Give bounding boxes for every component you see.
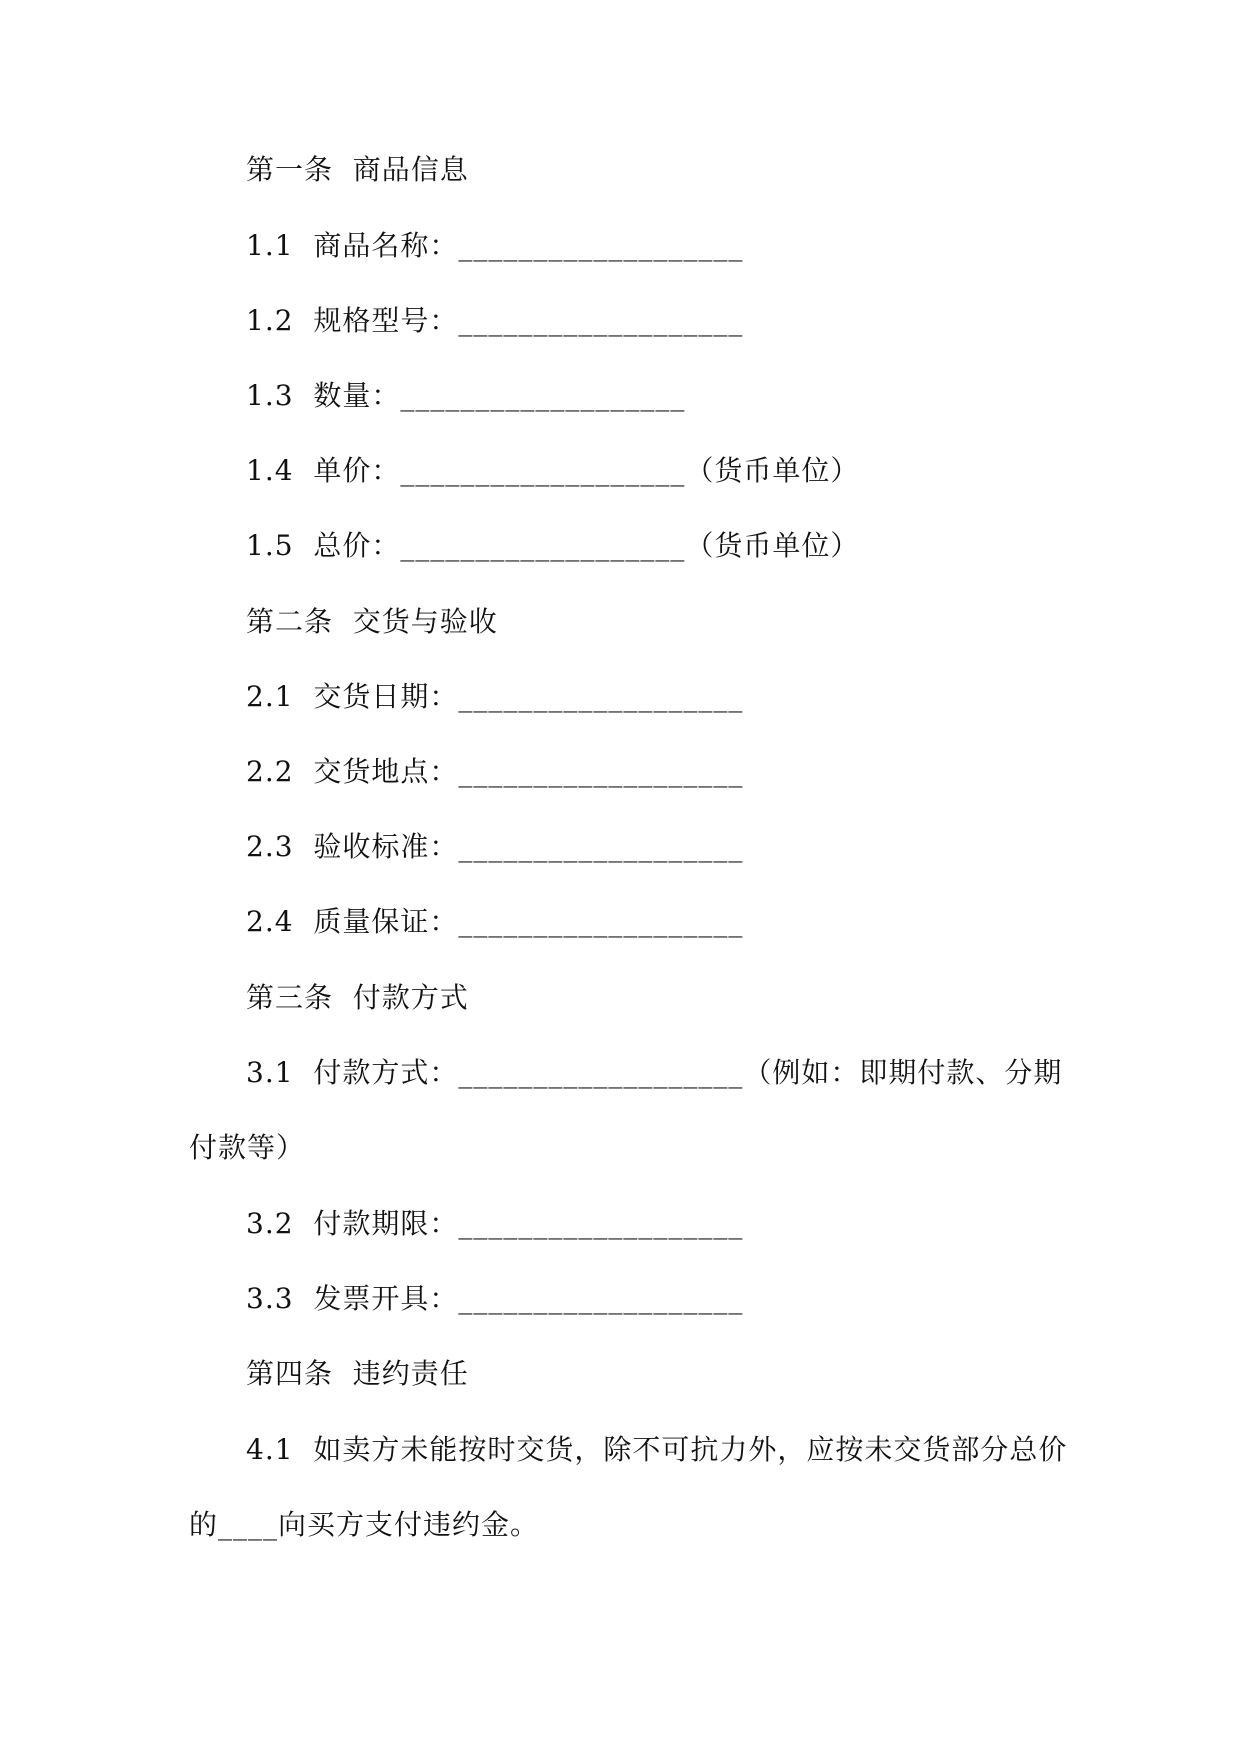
clause-2-4-quality-guarantee: 2.4 质量保证：___________________ (246, 905, 744, 938)
clause-3-1-payment-method: 3.1 付款方式：___________________（例如：即期付款、分期 (246, 1056, 1063, 1089)
clause-3-1-continuation: 付款等） (189, 1131, 306, 1164)
clause-4-1-continuation: 的____向买方支付违约金。 (189, 1508, 540, 1541)
clause-1-5-total-price: 1.5 总价：___________________（货币单位） (246, 529, 860, 562)
clause-1-2-model: 1.2 规格型号：___________________ (246, 304, 744, 337)
clause-2-1-delivery-date: 2.1 交货日期：___________________ (246, 680, 744, 713)
clause-3-2-payment-term: 3.2 付款期限：___________________ (246, 1207, 744, 1240)
clause-3-3-invoice: 3.3 发票开具：___________________ (246, 1282, 744, 1315)
article-2-heading: 第二条 交货与验收 (246, 605, 498, 638)
clause-1-1-product-name: 1.1 商品名称：___________________ (246, 229, 744, 262)
article-4-heading: 第四条 违约责任 (246, 1357, 469, 1390)
clause-2-3-acceptance-standard: 2.3 验收标准：___________________ (246, 830, 744, 863)
article-3-heading: 第三条 付款方式 (246, 981, 469, 1014)
clause-4-1-late-delivery: 4.1 如卖方未能按时交货，除不可抗力外，应按未交货部分总价 (246, 1433, 1068, 1466)
clause-2-2-delivery-place: 2.2 交货地点：___________________ (246, 755, 744, 788)
clause-1-4-unit-price: 1.4 单价：___________________（货币单位） (246, 454, 860, 487)
clause-1-3-quantity: 1.3 数量：___________________ (246, 379, 686, 412)
article-1-heading: 第一条 商品信息 (246, 153, 469, 186)
